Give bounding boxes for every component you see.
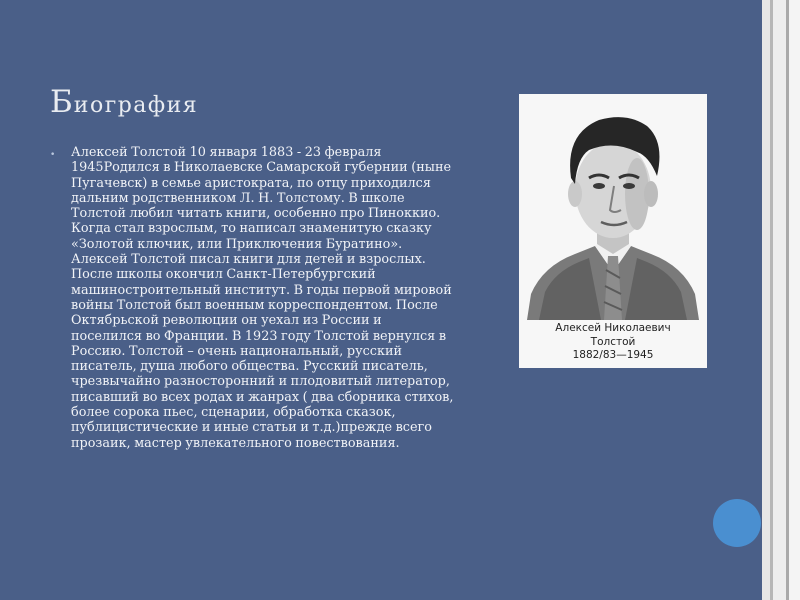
slide-title-rest: иография [73,93,199,118]
bullet-icon: • [50,150,56,160]
edge-band-1 [762,0,770,600]
slide-title-first-letter: Б [50,84,74,120]
portrait-left-ear [568,181,582,207]
navigation-circle-button[interactable] [713,499,761,547]
portrait-caption-surname: Толстой [590,335,636,348]
portrait-drawing [519,94,707,320]
portrait-caption-years: 1882/83—1945 [572,349,654,361]
edge-band-3 [773,0,786,600]
portrait-card [519,94,707,368]
edge-band-5 [789,0,800,600]
portrait-left-eye [593,183,605,189]
slide-title [50,82,198,126]
portrait-right-ear [644,181,658,207]
portrait-caption [519,322,707,363]
portrait-right-eye [623,183,635,189]
biography-text: Алексей Толстой 10 января 1883 - 23 февраля 1945Родился в Николаевске Самарской губернии (ныне Пугачевск) в семье аристократа, по отцу приходился дальним родственником Л. Н. Толстому. В школе Толстой любил читать книги, особенно про Пиноккио. Когда стал взрослым, то написал знаменитую сказку «Золотой ключик, или Приключения Буратино». Алексей Толстой писал книги для детей и взрослых. После школы окончил Санкт-Петербургский машиностроительный институт. В годы первой мировой войны Толстой был военным корреспондентом. После Октябрьской революции он уехал из России и поселился во Франции. В 1923 году Толстой вернулся в Россию. Толстой – очень национальный, русский писатель, душа любого общества. Русский писатель, чрезвычайно разносторонний и плодовитый литератор, писавший во всех родах и жанрах ( два сборника стихов, более сорока пьес, сценарии, обработка сказок, публицистические и иные статьи и т.д.)прежде всего прозаик, мастер увлекательного повествования. [71,145,454,451]
portrait-caption-name: Алексей Николаевич [555,322,671,334]
